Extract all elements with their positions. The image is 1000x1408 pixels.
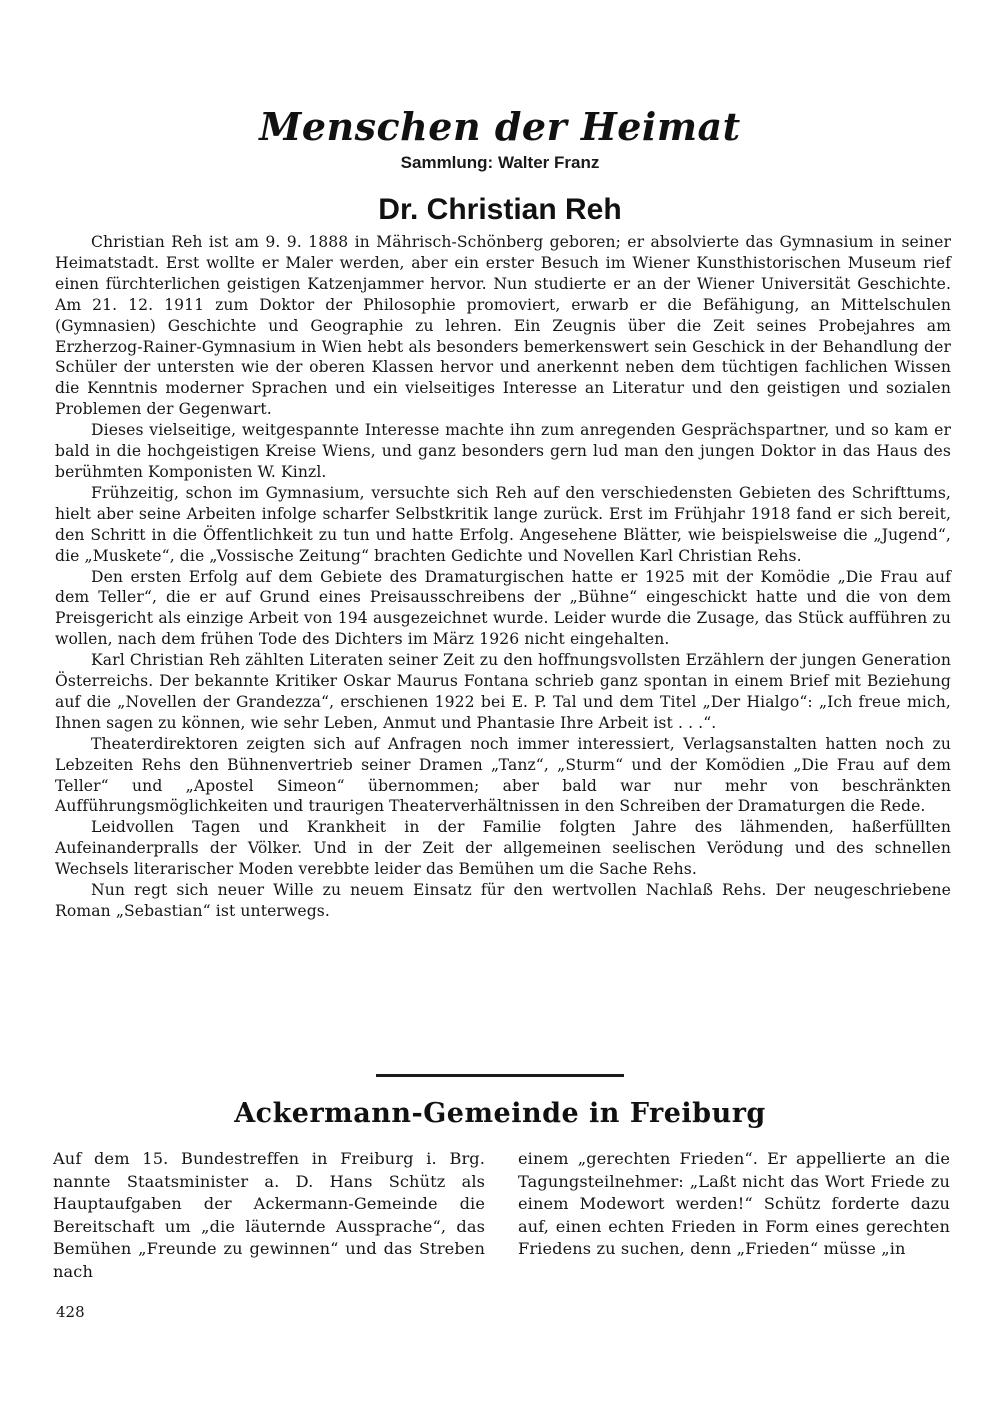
article-title: Dr. Christian Reh [378, 193, 622, 226]
masthead-title: Menschen der Heimat [259, 104, 741, 149]
right-column [518, 1148, 950, 1261]
article-paragraph: Karl Christian Reh zählten Literaten seiner Zeit zu den hoffnungsvollsten Erzählern der jungen Generation Österreichs. Der bekannte Kritiker Oskar Maurus Fontana schrieb ganz spontan in einem Brief mit Beziehung auf die „Novellen der Grandezza“, erschienen 1922 bei E. P. Tal und dem Titel „Der Hialgo“: „Ich freue mich, Ihnen sagen zu können, wie sehr Leben, Anmut und Phantasie Ihre Arbeit ist . . .“. [55, 651, 951, 732]
section-title: Ackermann-Gemeinde in Freiburg [234, 1098, 766, 1129]
left-column-text: Auf dem 15. Bundestreffen in Freiburg i. Brg. nannte Staatsminister a. D. Hans Schütz als Hauptaufgaben der Ackermann-Gemeinde die Bereitschaft um „die läuternde Aussprache“, das Bemühen „Freunde zu gewinnen“ und das Streben nach [53, 1149, 485, 1281]
page-number: 428 [56, 1303, 85, 1321]
article-paragraph: Frühzeitig, schon im Gymnasium, versuchte sich Reh auf den verschiedensten Gebieten des Schrifttums, hielt aber seine Arbeiten infolge scharfer Selbstkritik lange zurück. Erst im Frühjahr 1918 fand er sich bereit, den Schritt in die Öffentlichkeit zu tun und hatte Erfolg. Angesehene Blätter, wie beispielsweise die „Jugend“, die „Muskete“, die „Vossische Zeitung“ brachten Gedichte und Novellen Karl Christian Rehs. [55, 483, 951, 565]
article-body [55, 232, 951, 922]
left-column [53, 1148, 485, 1284]
article-paragraph: Theaterdirektoren zeigten sich auf Anfragen noch immer interessiert, Verlagsanstalten hatten noch zu Lebzeiten Rehs den Bühnenvertrieb seiner Dramen „Tanz“, „Sturm“ und der Komödien „Die Frau auf dem Teller“ und „Apostel Simeon“ übernommen; aber bald war nur mehr von beschränkten Aufführungsmöglichkeiten und traurigen Theaterverhältnissen in den Schreiben der Dramaturgen die Rede. [55, 734, 951, 816]
article-paragraph: Den ersten Erfolg auf dem Gebiete des Dramaturgischen hatte er 1925 mit der Komödie „Die Frau auf dem Teller“, die er auf Grund eines Preisausschreibens der „Bühne“ eingeschickt hatte und die von dem Preisgericht als einzige Arbeit von 194 ausgezeichnet wurde. Leider wurde die Zusage, das Stück aufführen zu wollen, nach dem frühen Tode des Dichters im März 1926 nicht eingehalten. [55, 567, 951, 649]
right-column-text: einem „gerechten Frieden“. Er appellierte an die Tagungsteilnehmer: „Laßt nicht das Wort Friede zu einem Modewort werden!“ Schütz forderte dazu auf, einen echten Frieden in Form eines gerechten Friedens zu suchen, denn „Frieden“ müsse „in [518, 1149, 950, 1259]
article-paragraph: Dieses vielseitige, weitgespannte Interesse machte ihn zum anregenden Gesprächspartner, und so kam er bald in die hochgeistigen Kreise Wiens, und ganz besonders gern lud man den jungen Doktor in das Haus des berühmten Komponisten W. Kinzl. [55, 421, 951, 481]
article-paragraph: Christian Reh ist am 9. 9. 1888 in Mährisch-Schönberg geboren; er absolvierte das Gymnasium in seiner Heimatstadt. Erst wollte er Maler werden, aber ein erster Besuch im Wiener Kunsthistorischen Museum rief einen fürchterlichen geistigen Katzenjammer hervor. Nun studierte er an der Wiener Universität Geschichte. Am 21. 12. 1911 zum Doktor der Philosophie promoviert, erwarb er die Befähigung, an Mittelschulen (Gymnasien) Geschichte und Geographie zu lehren. Ein Zeugnis über die Zeit seines Probejahres am Erzherzog-Rainer-Gymnasium in Wien hebt als besonders bemerkenswert sein Geschick in der Behandlung der Schüler der untersten wie der oberen Klassen hervor und anerkennt neben dem tüchtigen fachlichen Wissen die Kenntnis moderner Sprachen und ein vielseitiges Interesse an Literatur und den geistigen und sozialen Problemen der Gegenwart. [55, 233, 951, 419]
section-divider [376, 1074, 624, 1077]
collection-subtitle: Sammlung: Walter Franz [400, 153, 600, 172]
article-paragraph: Leidvollen Tagen und Krankheit in der Familie folgten Jahre des lähmenden, haßerfüllten Aufeinanderpralls der Völker. Und in der Zeit der allgemeinen seelischen Verödung und des schnellen Wechsels literarischer Moden verebbte leider das Bemühen um die Sache Rehs. [55, 818, 951, 879]
article-paragraph: Nun regt sich neuer Wille zu neuem Einsatz für den wertvollen Nachlaß Rehs. Der neugeschriebene Roman „Sebastian“ ist unterwegs. [55, 881, 951, 920]
